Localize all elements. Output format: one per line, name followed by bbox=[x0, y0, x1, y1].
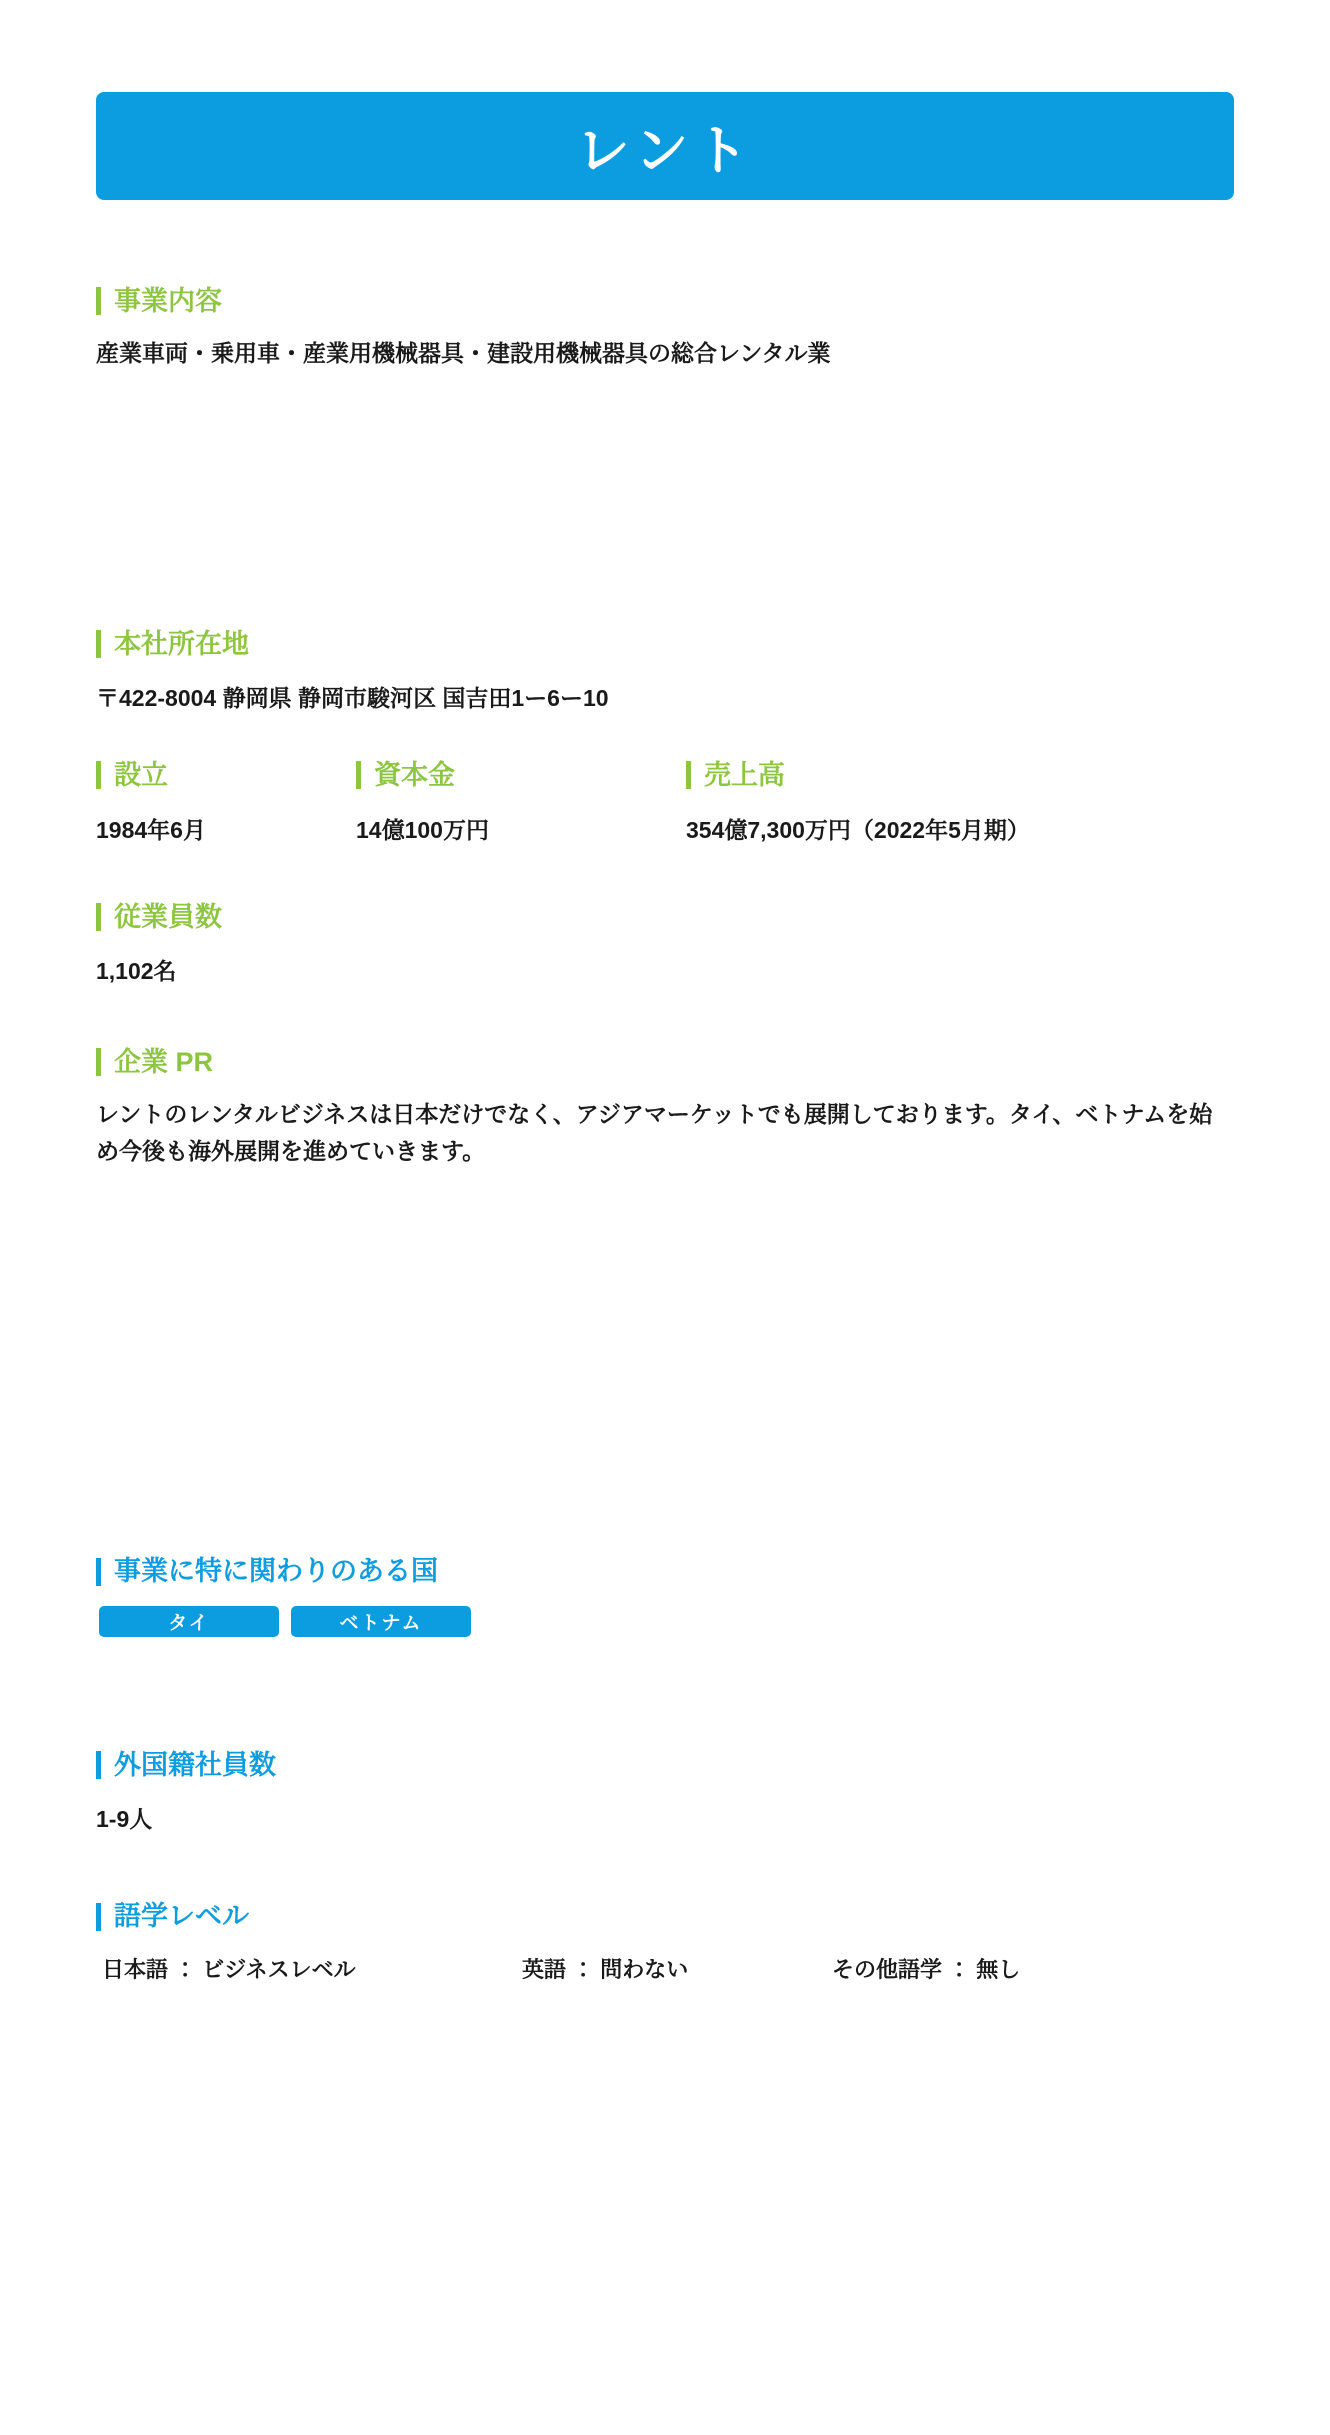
employees-value: 1,102名 bbox=[96, 958, 177, 985]
section-heading-headquarters bbox=[96, 628, 1234, 660]
established-value: 1984年6月 bbox=[96, 816, 206, 843]
section-heading-language bbox=[96, 1900, 1234, 1932]
section-related-countries bbox=[96, 1555, 1234, 1636]
accent-bar-icon bbox=[96, 287, 101, 315]
section-heading-language-label: 語学レベル bbox=[114, 1901, 249, 1932]
accent-bar-icon bbox=[96, 1558, 101, 1586]
section-employees bbox=[96, 901, 1234, 991]
section-heading-countries-label: 事業に特に関わりのある国 bbox=[114, 1556, 438, 1587]
section-heading-employees bbox=[96, 901, 1234, 933]
language-level-list bbox=[96, 1953, 1234, 1984]
section-heading-pr-label: 企業 PR bbox=[114, 1046, 214, 1077]
section-foreign-staff bbox=[96, 1749, 1234, 1839]
accent-bar-icon bbox=[96, 1048, 101, 1076]
sales-value: 354億7,300万円（2022年5月期） bbox=[686, 816, 1030, 843]
foreign-staff-value: 1-9人 bbox=[96, 1806, 153, 1833]
accent-bar-icon bbox=[686, 761, 691, 789]
section-heading-capital-label: 資本金 bbox=[374, 760, 455, 791]
section-heading-employees-label: 従業員数 bbox=[114, 901, 222, 932]
section-heading-business-label: 事業内容 bbox=[114, 286, 222, 316]
headquarters-address: 〒422-8004 静岡県 静岡市駿河区 国吉田1ー6ー10 bbox=[96, 685, 609, 712]
accent-bar-icon bbox=[96, 630, 101, 658]
section-heading-sales-label: 売上高 bbox=[704, 760, 785, 791]
fact-capital bbox=[356, 759, 686, 849]
section-headquarters bbox=[96, 628, 1234, 718]
section-heading-sales bbox=[686, 759, 1234, 791]
section-heading-foreign-staff bbox=[96, 1749, 1234, 1781]
language-item-other: その他語学 ： 無し bbox=[832, 1956, 1021, 1982]
section-business bbox=[96, 285, 1234, 373]
capital-value: 14億100万円 bbox=[356, 816, 489, 843]
section-heading-headquarters-label: 本社所在地 bbox=[114, 628, 249, 659]
section-company-pr bbox=[96, 1046, 1234, 1171]
company-pr-text: レントのレンタルビジネスは日本だけでなく、アジアマーケットでも展開しております。タイ、ベトナムを始め今後も海外展開を進めていきます。 bbox=[96, 1100, 1213, 1165]
company-profile-page bbox=[0, 92, 1330, 2435]
fact-established bbox=[96, 759, 356, 849]
country-tag: ベトナム bbox=[291, 1606, 471, 1637]
page-title-banner bbox=[96, 92, 1234, 200]
fact-sales bbox=[686, 759, 1234, 849]
accent-bar-icon bbox=[96, 1903, 101, 1931]
country-tag-list bbox=[96, 1606, 1234, 1637]
accent-bar-icon bbox=[96, 761, 101, 789]
section-heading-foreign-staff-label: 外国籍社員数 bbox=[114, 1749, 276, 1780]
section-heading-established-label: 設立 bbox=[114, 760, 168, 791]
company-facts-row bbox=[96, 759, 1234, 849]
language-item-japanese: 日本語 ： ビジネスレベル bbox=[102, 1956, 356, 1982]
section-heading-established bbox=[96, 759, 356, 791]
accent-bar-icon bbox=[96, 903, 101, 931]
accent-bar-icon bbox=[356, 761, 361, 789]
section-language-level bbox=[96, 1900, 1234, 1983]
country-tag: タイ bbox=[99, 1606, 279, 1637]
page-title: レント bbox=[575, 120, 755, 181]
section-heading-pr bbox=[96, 1046, 1234, 1078]
business-description: 産業車両・乗用車・産業用機械器具・建設用機械器具の総合レンタル業 bbox=[96, 340, 831, 367]
accent-bar-icon bbox=[96, 1751, 101, 1779]
section-heading-business bbox=[96, 285, 1234, 317]
language-item-english: 英語 ： 問わない bbox=[522, 1956, 689, 1982]
section-heading-capital bbox=[356, 759, 686, 791]
section-heading-countries bbox=[96, 1555, 1234, 1587]
